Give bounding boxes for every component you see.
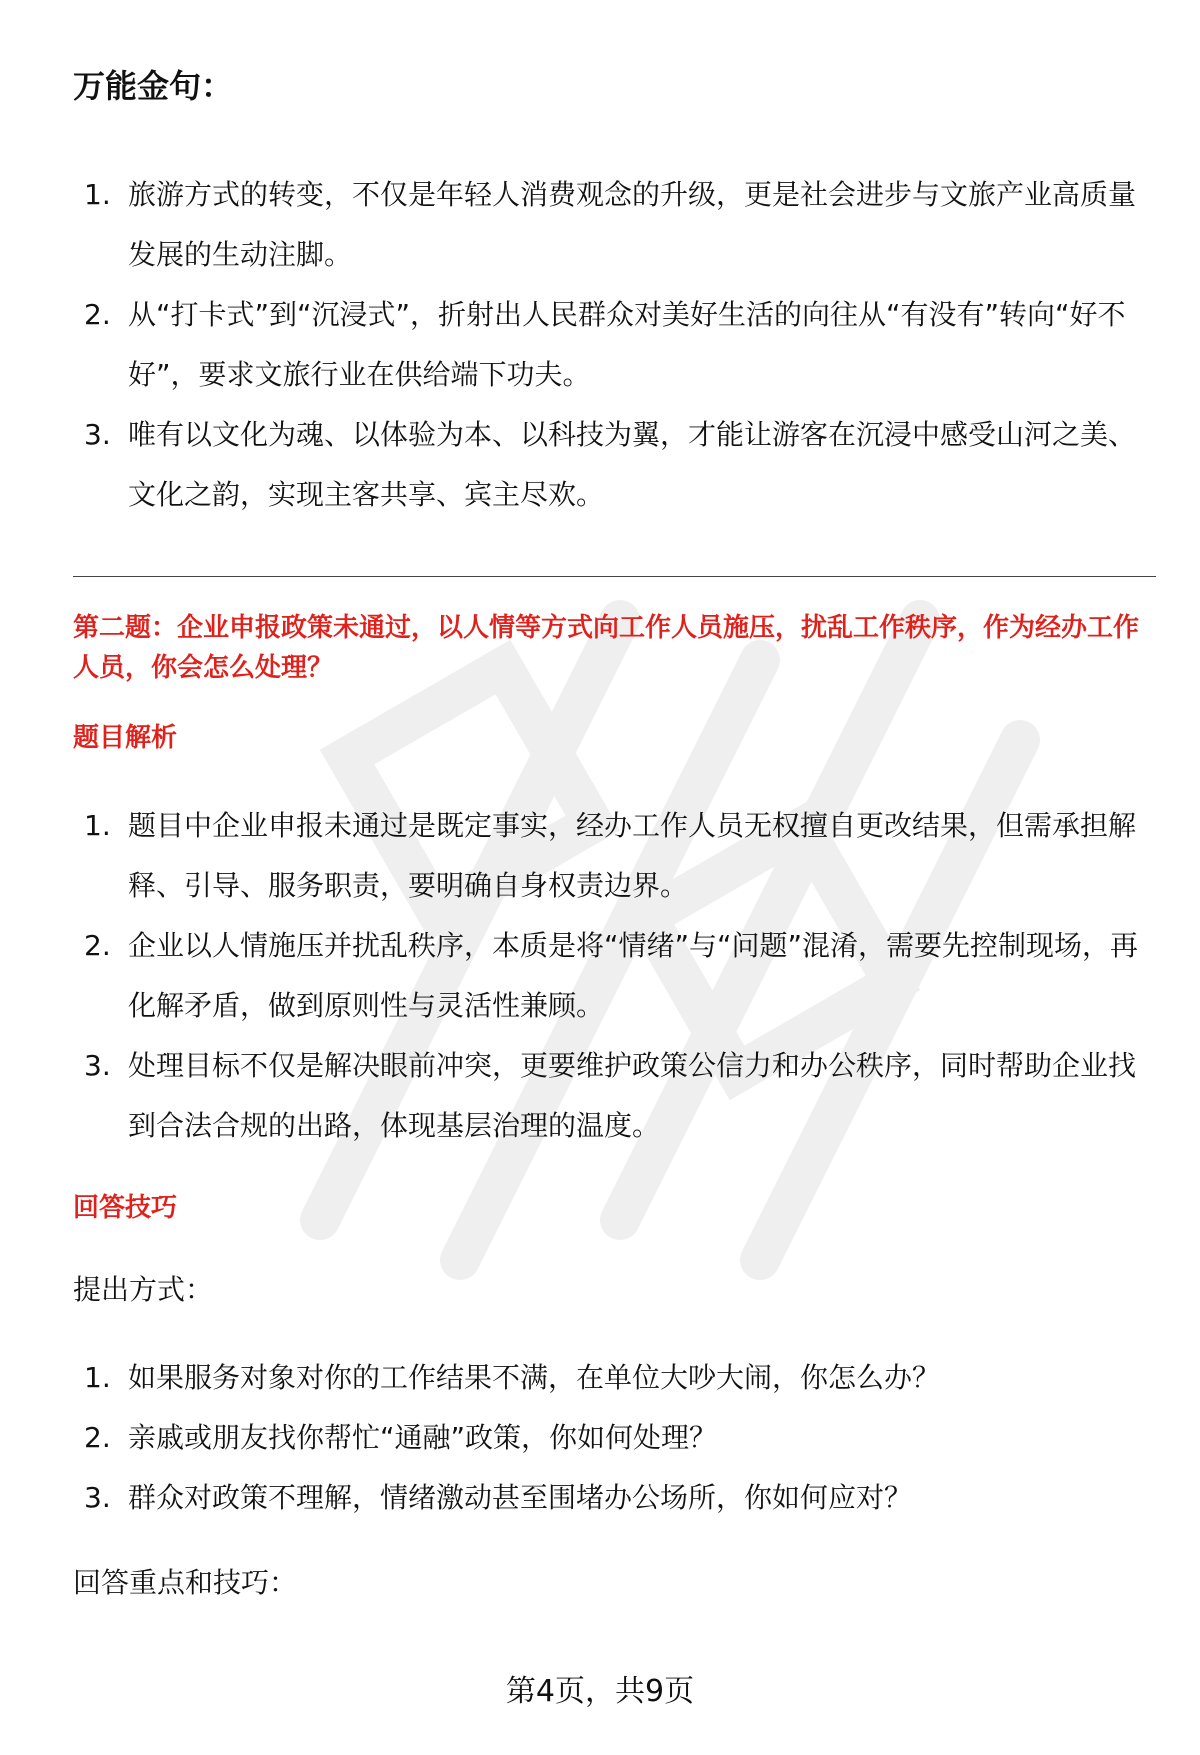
list-item-text: 旅游方式的转变，不仅是年轻人消费观念的升级，更是社会进步与文旅产业高质量发展的生动注脚。: [128, 178, 1137, 271]
list-item-text: 亲戚或朋友找你帮忙“通融”政策，你如何处理？: [128, 1421, 718, 1454]
list-item-text: 从“打卡式”到“沉浸式”，折射出人民群众对美好生活的向往从“有没有”转向“好不好”，要求文旅行业在供给端下功夫。: [128, 298, 1126, 391]
ask-method-list: [0, 1348, 1200, 1528]
list-item-text: 唯有以文化为魂、以体验为本、以科技为翼，才能让游客在沉浸中感受山河之美、文化之韵，实现主客共享、宾主尽欢。: [128, 418, 1137, 511]
answer-tips-heading: 回答技巧: [73, 1193, 178, 1223]
answer-key-label: 回答重点和技巧：: [73, 1566, 298, 1599]
section-divider: [73, 576, 1156, 577]
list-item: [0, 1036, 1200, 1156]
list-item-text: 处理目标不仅是解决眼前冲突，更要维护政策公信力和办公秩序，同时帮助企业找到合法合规的出路，体现基层治理的温度。: [128, 1049, 1137, 1142]
list-item-number: 3.: [84, 1049, 111, 1082]
golden-sentence-list: [0, 165, 1200, 525]
list-item: [0, 405, 1200, 525]
list-item-number: 2.: [84, 298, 111, 331]
list-item-text: 群众对政策不理解，情绪激动甚至围堵办公场所，你如何应对？: [128, 1481, 913, 1514]
list-item-number: 1.: [84, 178, 111, 211]
section-title-golden-sentences: 万能金句：: [73, 67, 234, 105]
list-item-text: 题目中企业申报未通过是既定事实，经办工作人员无权擅自更改结果，但需承担解释、引导、服务职责，要明确自身权责边界。: [128, 809, 1137, 902]
list-item: [0, 165, 1200, 285]
list-item-number: 3.: [84, 418, 111, 451]
analysis-list: [0, 796, 1200, 1156]
list-item-number: 1.: [84, 809, 111, 842]
list-item: [0, 1348, 1200, 1408]
question-two-title: 第二题：企业申报政策未通过，以人情等方式向工作人员施压，扰乱工作秩序，作为经办工作人员，你会怎么处理？: [73, 613, 1140, 683]
list-item-number: 1.: [84, 1361, 111, 1394]
page-number-footer: 第4页，共9页: [505, 1674, 695, 1709]
list-item: [0, 285, 1200, 405]
list-item: [0, 796, 1200, 916]
list-item-number: 2.: [84, 1421, 111, 1454]
list-item: [0, 1408, 1200, 1468]
list-item-number: 2.: [84, 929, 111, 962]
ask-method-label: 提出方式：: [73, 1273, 214, 1306]
analysis-heading: 题目解析: [73, 723, 178, 753]
list-item: [0, 916, 1200, 1036]
list-item-number: 3.: [84, 1481, 111, 1514]
list-item-text: 如果服务对象对你的工作结果不满，在单位大吵大闹，你怎么办？: [128, 1361, 941, 1394]
list-item: [0, 1468, 1200, 1528]
list-item-text: 企业以人情施压并扰乱秩序，本质是将“情绪”与“问题”混淆，需要先控制现场，再化解矛盾，做到原则性与灵活性兼顾。: [128, 929, 1139, 1022]
